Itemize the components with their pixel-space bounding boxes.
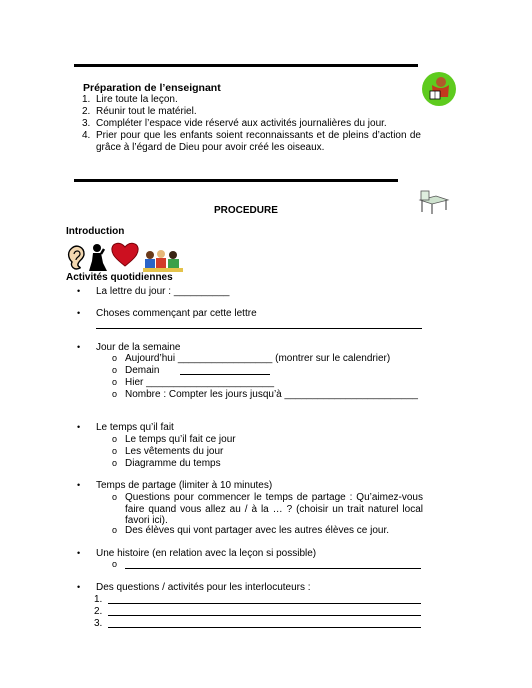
sub-bullet: o: [112, 559, 118, 569]
bullet-glyph: •: [77, 548, 81, 558]
tomorrow-line: Demain: [125, 365, 160, 376]
prep-item-3: Compléter l’espace vide réservé aux activités journalières du jour.: [96, 118, 387, 129]
answer-line: [108, 603, 421, 604]
answer-line: [125, 568, 421, 569]
answer-line: [96, 328, 422, 329]
question-number-1: 1.: [94, 594, 103, 605]
sub-bullet: o: [112, 525, 118, 535]
count-days-line: Nombre : Compter les jours jusqu’à ________________________: [125, 389, 418, 400]
sharing-time: Temps de partage (limiter à 10 minutes): [96, 480, 273, 491]
prep-item-2: Réunir tout le matériel.: [96, 106, 197, 117]
sub-bullet: o: [112, 446, 118, 456]
introduction-label: Introduction: [66, 226, 125, 237]
day-of-week: Jour de la semaine: [96, 342, 181, 353]
daily-activities-label: Activités quotidiennes: [66, 272, 173, 283]
question-number-2: 2.: [94, 606, 103, 617]
sub-bullet: o: [112, 389, 118, 399]
ear-icon: [64, 244, 86, 272]
sharing-questions: Questions pour commencer le temps de partage : Qu’aimez-vous faire quand vous allez au / à la … ? (choisir un trait naturel local favori ici).: [125, 492, 423, 526]
today-line: Aujourd’hui _________________ (montrer sur le calendrier): [125, 353, 391, 364]
children-group-icon: [143, 248, 183, 272]
prep-number-2: 2.: [82, 106, 91, 117]
teacher-reading-icon: [421, 71, 457, 107]
sharing-students: Des élèves qui vont partager avec les autres élèves ce jour.: [125, 525, 390, 536]
prep-item-1: Lire toute la leçon.: [96, 94, 178, 105]
sub-bullet: o: [112, 434, 118, 444]
letter-of-day: La lettre du jour : __________: [96, 286, 230, 297]
middle-rule: [74, 179, 398, 182]
prep-item-4: Prier pour que les enfants soient reconnaissants et de pleins d’action de grâce à l’égard de Dieu pour avoir créé les oiseaux.: [96, 130, 421, 153]
bullet-glyph: •: [77, 342, 81, 352]
answer-line: [180, 374, 270, 375]
teacher-prep-title: Préparation de l’enseignant: [83, 82, 221, 94]
bullet-glyph: •: [77, 422, 81, 432]
clothes-of-day: Les vêtements du jour: [125, 446, 224, 457]
bullet-glyph: •: [77, 308, 81, 318]
bullet-glyph: •: [77, 286, 81, 296]
answer-line: [108, 615, 421, 616]
procedure-title: PROCEDURE: [214, 205, 278, 216]
sub-bullet: o: [112, 492, 118, 502]
sub-bullet: o: [112, 458, 118, 468]
heart-icon: [110, 240, 140, 268]
top-rule: [74, 64, 418, 67]
words-starting-letter: Choses commençant par cette lettre: [96, 308, 257, 319]
prep-number-3: 3.: [82, 118, 91, 129]
weather-today: Le temps qu’il fait ce jour: [125, 434, 236, 445]
praying-figure-icon: [87, 243, 109, 273]
questions-activities: Des questions / activités pour les interlocuteurs :: [96, 582, 311, 593]
prep-number-1: 1.: [82, 94, 91, 105]
weather: Le temps qu’il fait: [96, 422, 174, 433]
sub-bullet: o: [112, 377, 118, 387]
question-number-3: 3.: [94, 618, 103, 629]
bullet-glyph: •: [77, 480, 81, 490]
answer-line: [108, 627, 421, 628]
sub-bullet: o: [112, 365, 118, 375]
story: Une histoire (en relation avec la leçon si possible): [96, 548, 317, 559]
sub-bullet: o: [112, 353, 118, 363]
school-desk-icon: [418, 190, 450, 216]
prep-number-4: 4.: [82, 130, 91, 141]
bullet-glyph: •: [77, 582, 81, 592]
yesterday-line: Hier _______________________: [125, 377, 275, 388]
weather-chart: Diagramme du temps: [125, 458, 221, 469]
